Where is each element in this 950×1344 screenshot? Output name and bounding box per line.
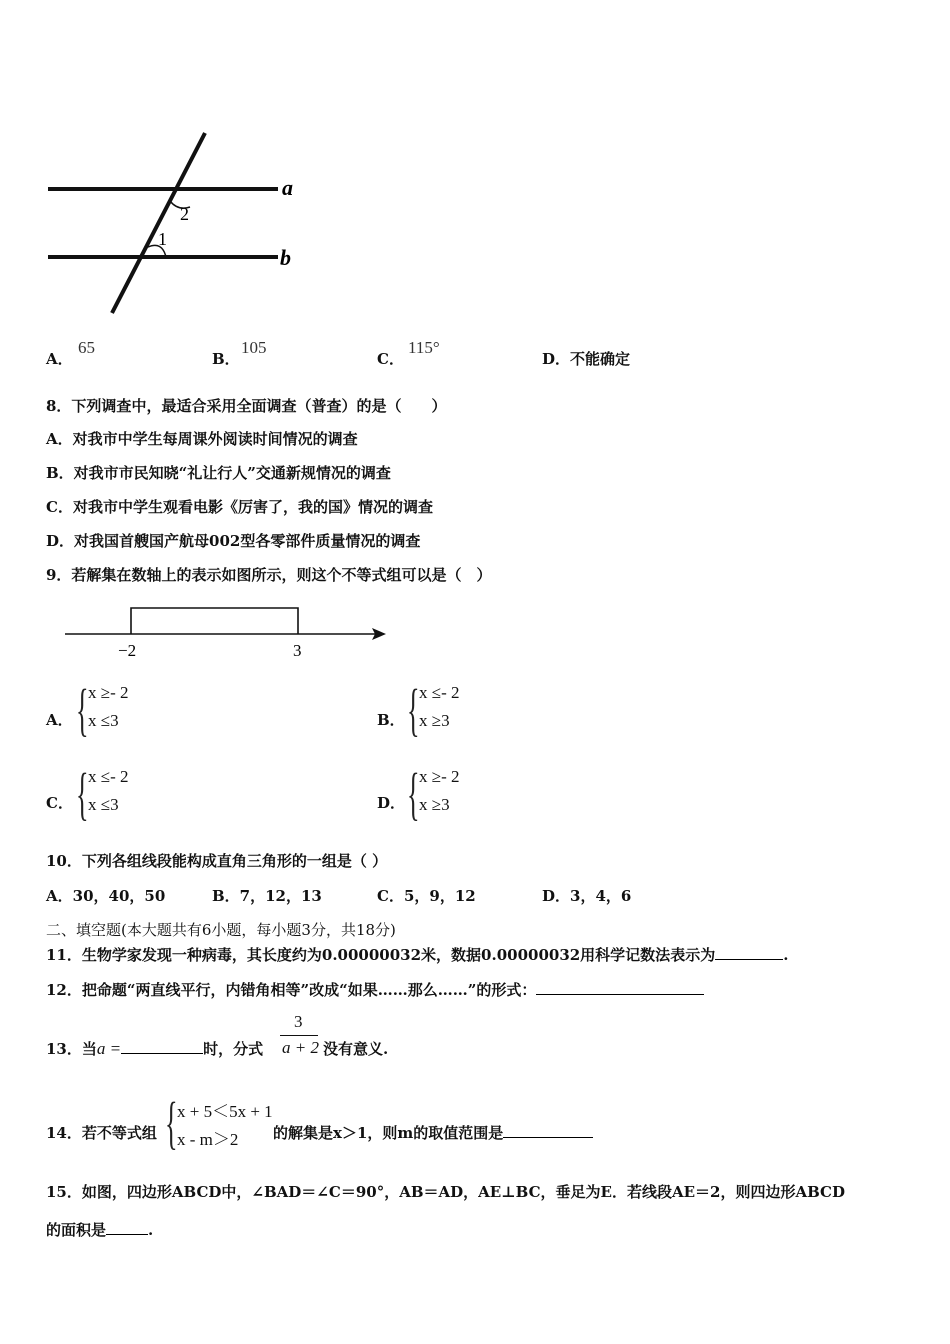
q8-stem: 8．下列调查中，最适合采用全面调查（普查）的是（ ） (46, 397, 447, 415)
q12-answer-blank[interactable] (536, 979, 704, 995)
axis-label-left: −2 (118, 641, 137, 660)
q7-option-c-letter: C． (377, 350, 404, 368)
q11-text: 11．生物学家发现一种病毒，其长度约为0.00000032米，数据0.00000032用科学记数法表示为 (46, 946, 716, 964)
q8-option-b: B．对我市市民知晓“礼让行人”交通新规情况的调查 (46, 464, 391, 482)
q7-option-a-letter: A． (46, 350, 73, 368)
parallel-lines-figure (40, 125, 310, 320)
brace-icon: { (165, 1090, 178, 1155)
q15-line2: 的面积是 . (46, 1221, 154, 1239)
transversal-line (112, 133, 205, 313)
q9-option-a-line2: x ≤3 (88, 711, 119, 730)
q9-option-d-line2: x ≥3 (419, 795, 450, 814)
q12 (46, 979, 704, 1000)
q14-pre: 14．若不等式组 (46, 1124, 157, 1142)
label-a: a (282, 175, 293, 200)
section-2-heading: 二、填空题(本大题共有6小题，每小题3分，共18分) (46, 921, 396, 939)
q7-option-b-letter: B． (212, 350, 240, 368)
q15-line1: 15．如图，四边形ABCD中，∠BAD＝∠C＝90°，AB＝AD，AE⊥BC，垂足为E．若线段AE＝2，则四边形ABCD (46, 1183, 846, 1201)
label-b: b (280, 245, 291, 270)
solution-interval (131, 608, 298, 634)
q13-fraction-bar (280, 1035, 318, 1036)
q8-option-c: C．对我市中学生观看电影《厉害了，我的国》情况的调查 (46, 498, 433, 516)
brace-icon: { (407, 677, 420, 742)
q8-option-a: A．对我市中学生每周课外阅读时间情况的调查 (46, 430, 358, 448)
q13-fraction-denominator: a + 2 (282, 1038, 319, 1057)
q7-option-a-value: 65 (78, 338, 95, 357)
q9-option-d-letter: D． (377, 794, 406, 812)
q14-post: 的解集是x＞1，则m的取值范围是 (273, 1122, 593, 1143)
q14-line1: x + 5＜5x + 1 (177, 1102, 273, 1121)
q9-option-b-letter: B． (377, 711, 405, 729)
q14-answer-blank[interactable] (503, 1122, 593, 1138)
q7-option-b-value: 105 (241, 338, 267, 357)
brace-icon: { (76, 677, 89, 742)
q14-line2: x - m＞2 (177, 1130, 239, 1149)
q15-answer-blank[interactable] (106, 1219, 148, 1235)
q9-option-a-line1: x ≥- 2 (88, 683, 129, 702)
brace-icon: { (407, 761, 420, 826)
q9-option-d-line1: x ≥- 2 (419, 767, 460, 786)
angle-1-label: 1 (158, 229, 167, 249)
brace-icon: { (76, 761, 89, 826)
q10-option-d: D．3，4，6 (542, 887, 632, 905)
q7-option-d: D．不能确定 (542, 350, 631, 368)
q13-post: 没有意义. (323, 1040, 389, 1058)
q11: 11．生物学家发现一种病毒，其长度约为0.00000032米，数据0.00000032用科学记数法表示为 . (46, 946, 789, 964)
q10-option-b: B．7，12，13 (212, 887, 322, 905)
q7-option-c-value: 115° (408, 338, 440, 357)
q9-option-c-line1: x ≤- 2 (88, 767, 129, 786)
q10-stem: 10．下列各组线段能构成直角三角形的一组是（ ） (46, 852, 388, 870)
q13-fraction-numerator: 3 (294, 1012, 303, 1031)
axis-label-right: 3 (293, 641, 302, 660)
q13: 13．当a = 时，分式 (46, 1039, 264, 1058)
q11-answer-blank[interactable] (715, 944, 783, 960)
q9-option-c-line2: x ≤3 (88, 795, 119, 814)
q9-option-b-line1: x ≤- 2 (419, 683, 460, 702)
angle-2-label: 2 (180, 204, 189, 224)
q9-stem: 9．若解集在数轴上的表示如图所示，则这个不等式组可以是（ ） (46, 566, 492, 584)
q12-text: 12．把命题“两直线平行，内错角相等”改成“如果……那么……”的形式： (46, 981, 537, 999)
number-line-figure (60, 600, 400, 665)
q9-option-c-letter: C． (46, 794, 73, 812)
q9-option-a-letter: A． (46, 711, 73, 729)
q13-answer-blank[interactable] (121, 1038, 203, 1054)
q8-option-d: D．对我国首艘国产航母002型各零部件质量情况的调查 (46, 532, 421, 550)
q9-option-b-line2: x ≥3 (419, 711, 450, 730)
q10-option-a: A．30，40，50 (46, 887, 166, 905)
q10-option-c: C．5，9，12 (377, 887, 476, 905)
q13-variable: a = (96, 1039, 122, 1058)
